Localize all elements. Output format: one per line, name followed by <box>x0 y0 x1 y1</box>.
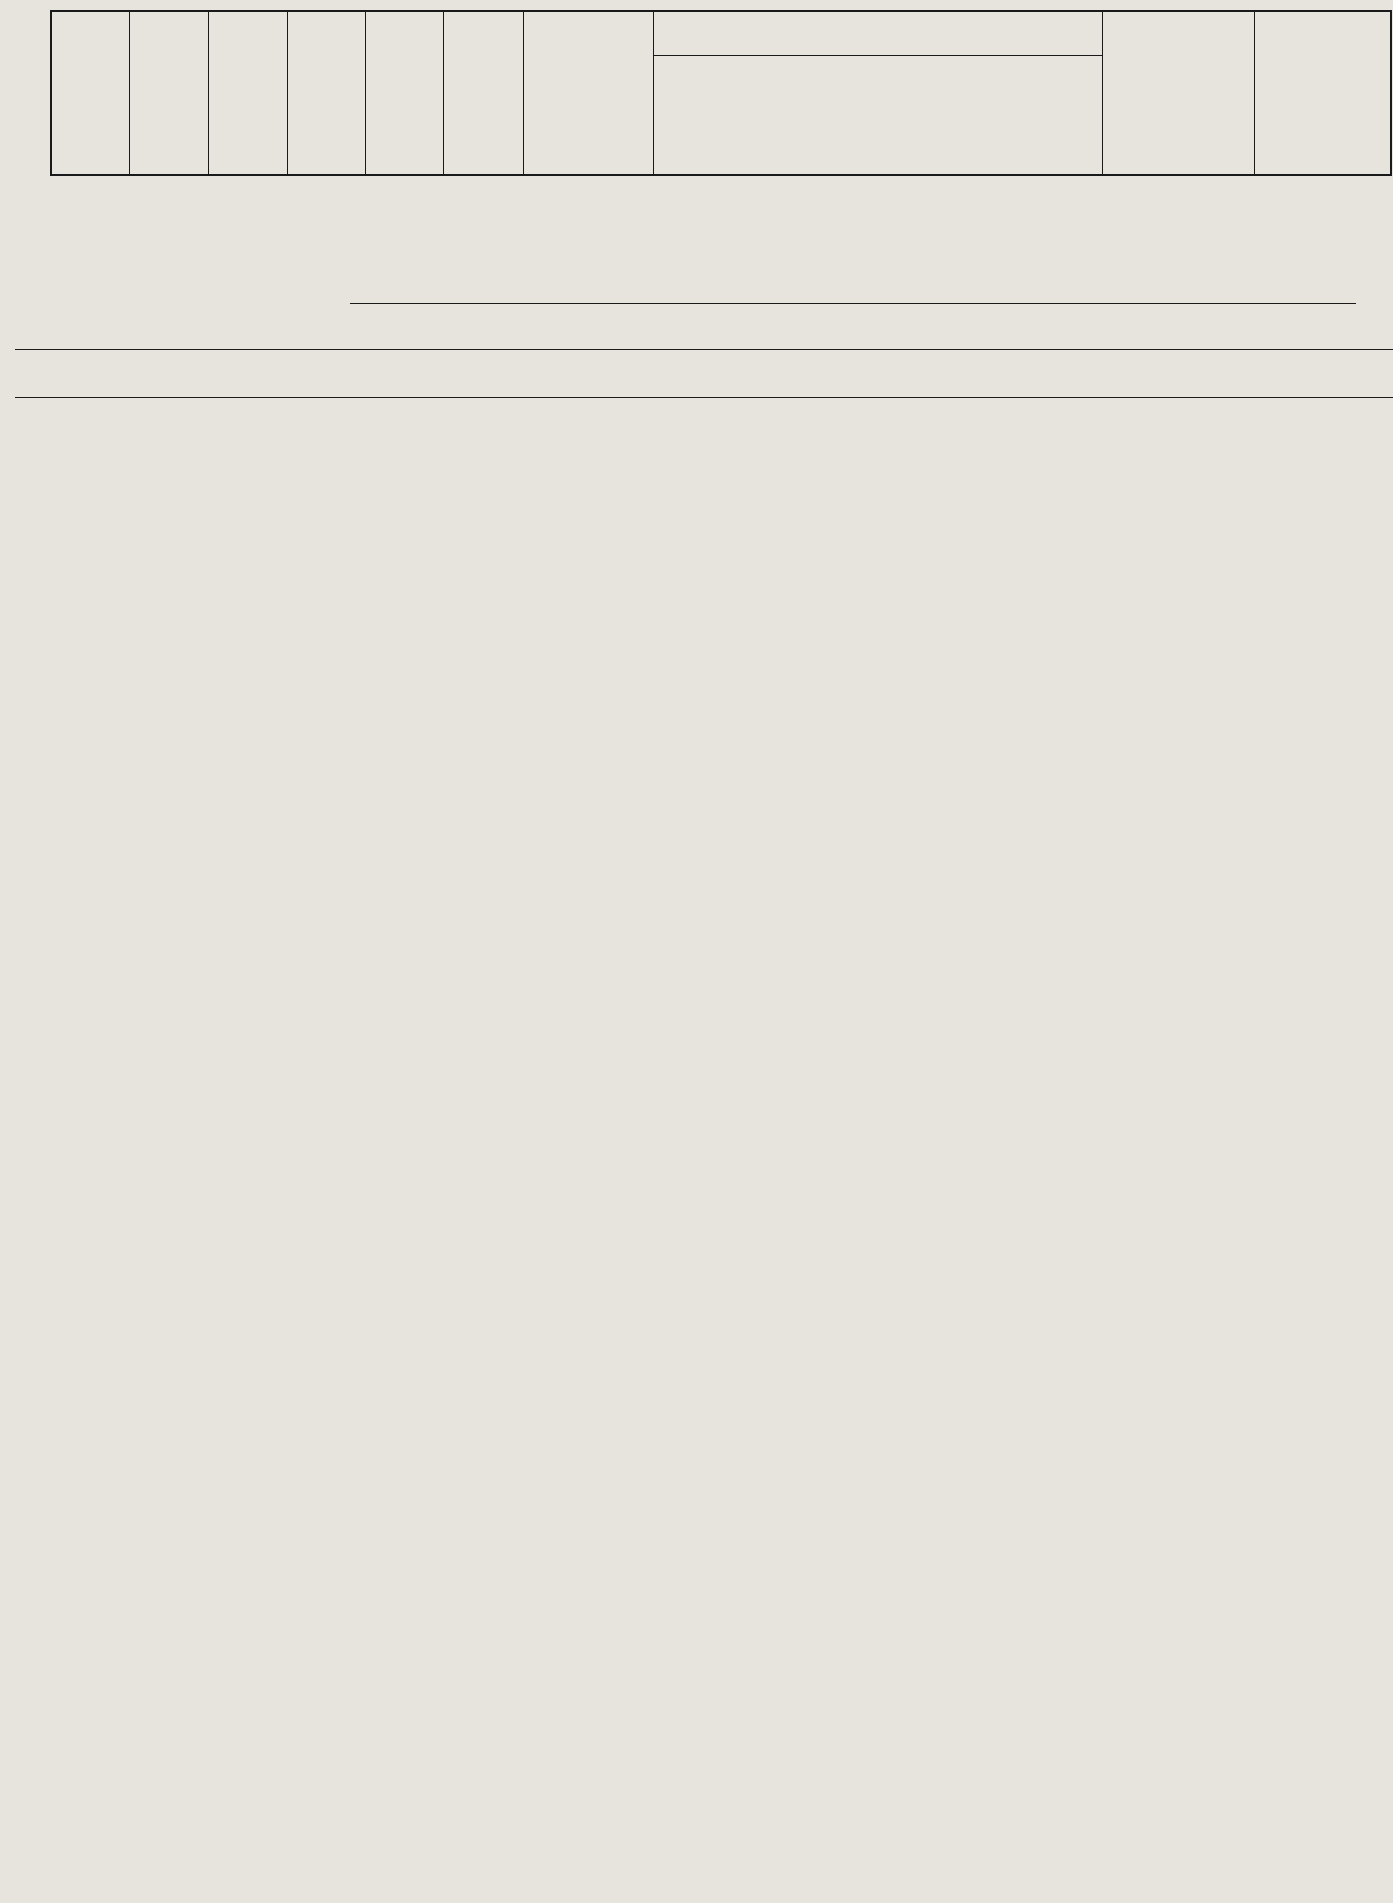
header-kiadasok <box>654 12 1103 56</box>
header-eloiranyzat-1993 <box>1103 12 1255 174</box>
header-kiemelt-eloiranyzatszam <box>288 12 366 174</box>
total-row-cim <box>0 311 1393 339</box>
rule-subtotal <box>350 303 1356 304</box>
header-alcimnev <box>444 12 524 174</box>
header-cimszam <box>52 12 130 174</box>
header-alcimszam <box>130 12 209 174</box>
header-cimnev <box>366 12 444 174</box>
total-row-fejezet <box>0 357 1393 385</box>
header-eloiranyzat-csoportnev <box>524 12 654 174</box>
rule-chapter-bottom <box>15 397 1393 398</box>
header-teljesites-1993 <box>1255 12 1392 174</box>
header-kiemelt-nev <box>654 56 1103 176</box>
header-eloiranyzat-csoportszam <box>209 12 288 174</box>
table-header <box>50 10 1392 176</box>
rule-chapter-top <box>15 349 1393 350</box>
